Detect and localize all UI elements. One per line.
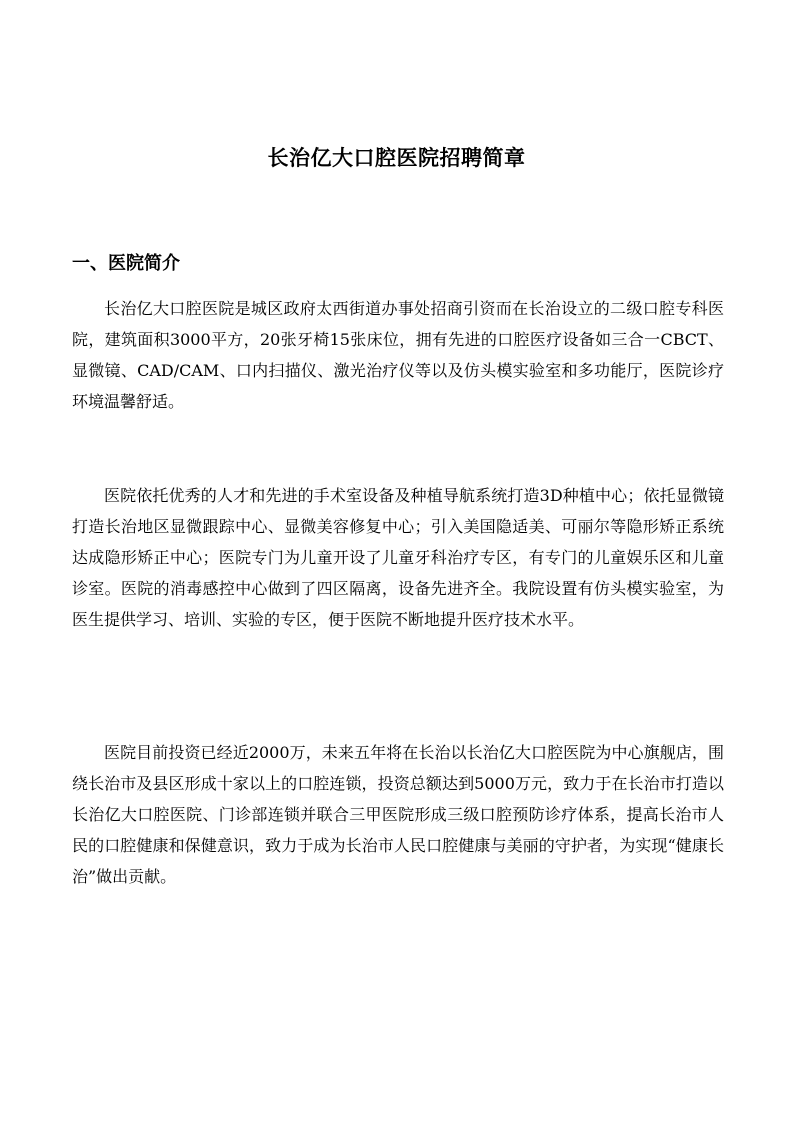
paragraph-investment-plan: 医院目前投资已经近2000万，未来五年将在长治以长治亿大口腔医院为中心旗舰店，围绕长治市及县区形成十家以上的口腔连锁，投资总额达到5000万元，致力于在长治市打造以长治亿大口腔医院、门诊部连锁并联合三甲医院形成三级口腔预防诊疗体系，提高长治市人民的口腔健康和保健意识，致力于成为长治市人民口腔健康与美丽的守护者，为实现“健康长治”做出贡献。 — [72, 743, 724, 886]
section-heading-hospital-intro: 一、医院简介 — [72, 253, 180, 274]
document-title: 长治亿大口腔医院招聘简章 — [267, 146, 526, 170]
paragraph-hospital-overview: 长治亿大口腔医院是城区政府太西街道办事处招商引资而在长治设立的二级口腔专科医院，建筑面积3000平方，20张牙椅15张床位，拥有先进的口腔医疗设备如三合一CBCT、显微镜、CAD/CAM、口内扫描仪、激光治疗仪等以及仿头模实验室和多功能厅，医院诊疗环境温馨舒适。 — [72, 299, 724, 411]
paragraph-specialty-centers: 医院依托优秀的人才和先进的手术室设备及种植导航系统打造3D种植中心；依托显微镜打造长治地区显微跟踪中心、显微美容修复中心；引入美国隐适美、可丽尔等隐形矫正系统达成隐形矫正中心；医院专门为儿童开设了儿童牙科治疗专区，有专门的儿童娱乐区和儿童诊室。医院的消毒感控中心做到了四区隔离，设备先进齐全。我院设置有仿头模实验室，为医生提供学习、培训、实验的专区，便于医院不断地提升医疗技术水平。 — [72, 486, 724, 629]
